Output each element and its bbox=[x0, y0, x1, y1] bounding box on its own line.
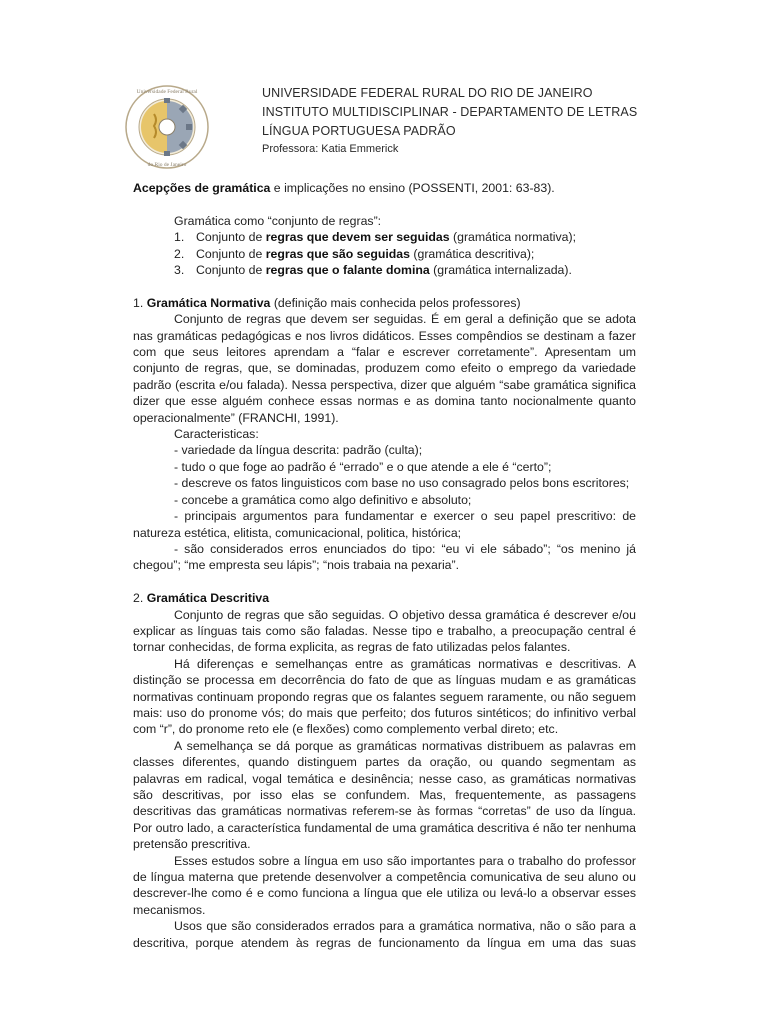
paragraph-descritiva-5: Usos que são considerados errados para a gramática normativa, não o são para a descritiva, porque atendem às regras de funcionamento da língua em uma das suas bbox=[133, 919, 636, 950]
svg-text:Universidade Federal Rural: Universidade Federal Rural bbox=[136, 89, 198, 95]
list-item: 3. Conjunto de regras que o falante domina (gramática internalizada). bbox=[174, 263, 572, 278]
institute-name: INSTITUTO MULTIDISCIPLINAR - DEPARTAMENTO DE LETRAS bbox=[262, 105, 638, 119]
paragraph-descritiva-2: Há diferenças e semelhanças entre as gramáticas normativas e descritivas. A distinção se processa em decorrência do fato de que as línguas mudam e as gramáticas normativas continuam propondo regras que os falantes seguem raramente, ou não seguem mais: uso do pronome vós; do mais que perfeito; dos futuros sintéticos; do infinitivo verbal com “r”, do pronome reto ele (e flexões) como complemento verbal direto; etc. bbox=[133, 656, 636, 737]
paragraph-descritiva-4: Esses estudos sobre a língua em uso são importantes para o trabalho do professor de língua materna que pretende desenvolver a competência comunicativa de seu aluno ou descrever-lhe como é e como funciona a língua que ele utiliza ou levá-lo a observar esses mecanismos. bbox=[133, 853, 636, 917]
paragraph-descritiva-3: A semelhança se dá porque as gramáticas normativas distribuem as palavras em classes diferentes, quando distinguem partes da oração, ou quando segmentam as palavras em radical, vogal temática e desinência; nesse caso, as gramáticas normativas são descritivas, por isso elas se confundem. Mas, frequentemente, as passagens descritivas das gramáticas normativas referem-se às formas “corretas” de uso da língua. Por outro lado, a característica fundamental de uma gramática descritiva é não ter nenhuma pretensão prescritiva. bbox=[133, 738, 636, 852]
rules-list bbox=[133, 229, 636, 278]
features-label: Caracteristicas: bbox=[174, 427, 259, 442]
professor-name: Professora: Katia Emmerick bbox=[262, 143, 399, 155]
list-item: 1. Conjunto de regras que devem ser seguidas (gramática normativa); bbox=[174, 230, 577, 245]
list-item: - descreve os fatos linguisticos com base no uso consagrado pelos bons escritores; bbox=[174, 476, 630, 491]
list-item: - tudo o que foge ao padrão é “errado” e o que atende a ele é “certo”; bbox=[174, 459, 552, 474]
paragraph-normativa: Conjunto de regras que devem ser seguidas. É em geral a definição que se adota nas gramáticas pedagógicas e nos livros didáticos. Esses compêndios se destinam a fazer com que seus leitores aprendam a “falar e escrever corretamente”. Apresentam um conjunto de regras, que, se dominadas, produzem como efeito o emprego da variedade padrão (escrita e/ou falada). Nessa perspectiva, dizer que alguém “sabe gramática significa dizer que esse alguém conhece essas normas e as domina tanto nocionalmente quanto operacionalmente” (FRANCHI, 1991). bbox=[133, 312, 636, 425]
document-header bbox=[262, 84, 702, 157]
svg-text:do Rio de Janeiro: do Rio de Janeiro bbox=[147, 162, 187, 168]
course-name: LÍNGUA PORTUGUESA PADRÃO bbox=[262, 124, 456, 138]
section-heading-descritiva: 2. Gramática Descritiva bbox=[133, 591, 270, 606]
document-body bbox=[133, 180, 636, 951]
rules-intro: Gramática como “conjunto de regras”: bbox=[174, 213, 382, 228]
list-item: - são considerados erros enunciados do tipo: “eu vi ele sábado”; “os menino já chegou”; “me empresta seu lápis”; “nois trabaia na pexaria”. bbox=[133, 541, 636, 573]
list-item: - variedade da língua descrita: padrão (culta); bbox=[174, 443, 423, 458]
section-heading-normativa: 1. Gramática Normativa (definição mais conhecida pelos professores) bbox=[133, 295, 521, 310]
list-item: - concebe a gramática como algo definitivo e absoluto; bbox=[174, 492, 472, 507]
university-name: UNIVERSIDADE FEDERAL RURAL DO RIO DE JANEIRO bbox=[262, 86, 593, 100]
list-item: - principais argumentos para fundamentar e exercer o seu papel prescritivo: de natureza estética, elitista, comunicacional, politica, histórica; bbox=[133, 509, 636, 540]
paragraph-descritiva-1: Conjunto de regras que são seguidas. O objetivo dessa gramática é descrever e/ou explicar as línguas tais como são faladas. Nesse tipo e trabalho, a preocupação central é tornar conhecidas, de forma explicita, as regras de fato utilizadas pelos falantes. bbox=[133, 607, 636, 655]
document-title: Acepções de gramática e implicações no ensino (POSSENTI, 2001: 63-83). bbox=[133, 181, 555, 195]
features-list bbox=[133, 442, 636, 508]
list-item: 2. Conjunto de regras que são seguidas (gramática descritiva); bbox=[174, 246, 535, 261]
university-seal-logo bbox=[124, 84, 210, 170]
